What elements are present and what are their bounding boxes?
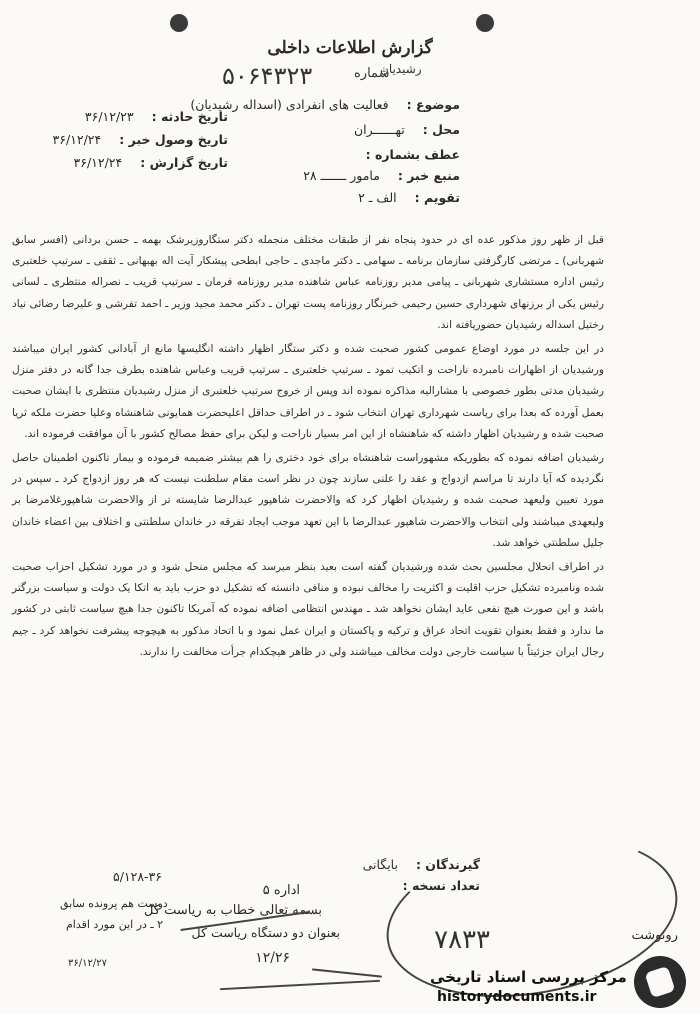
copies-label: تعداد نسخه : bbox=[402, 878, 480, 893]
handwritten-note-address: بسمه تعالی خطاب به ریاست کل bbox=[143, 903, 322, 918]
watermark-site: historydocuments.ir bbox=[437, 989, 597, 1005]
body-paragraph: رشیدیان اضافه نموده که بطوریکه مشهوراست شاهنشاه برای خود دختری را هم بیشتر ضمیمه فرموده و بیمار تاکنون اطمینان حاصل نگردیده که آیا دارند تا مراسم ازدواج و عقد را علنی سازند چون در نظر است مقام سلطنت نیست که هر روز ازدواج کرد ـ سپس در مورد تعیین ولیعهد صحبت شده و رشیدیان اظهار کرد که والاحضرت شاهپور عبدالرضا شایسته تر از والاحضرت شاهپورغلامرضا بر ولیعهدی میباشند ولی انتخاب والاحضرت شاهپور عبدالرضا با این تعهد موجب ایجاد تفرقه در خاندان سلطنتی و اختلاف بین اعضاء خاندان جلیل سلطنتی خواهد شد. bbox=[12, 452, 604, 549]
file-number-handwritten: ۵۰۶۴۳۲۳ bbox=[222, 62, 313, 90]
location-label: محل : bbox=[422, 122, 460, 137]
name-label: رشیدیان bbox=[380, 62, 422, 76]
stamp-number: ۷۸۳۳ bbox=[434, 925, 490, 955]
punch-hole-icon bbox=[170, 14, 188, 32]
watermark-name: مرکز بررسی اسناد تاریخی bbox=[430, 968, 627, 986]
body-paragraph: در اطراف انحلال مجلسین بحث شده ورشیدیان گفته است بعید بنظر میرسد که مجلس منحل شود و در مورد تشکیل احزاب صحبت شده ونامبرده تشکیل حزب اقلیت و اکثریت را مخالف نبوده و منافی دانسته که تشکیل دو حزب باید به اتکا یک دولت و سیاست بزرگتر باشد و این صورت هیچ نفعی عاید ایشان نخواهد شد ـ مهندس انتظامی اضافه نموده که آمریکا تاکنون جدا هیچ سیاست ثابتی در کشور ما ندارد و فقط بعنوان تقویت اتحاد عراق و ترکیه و پاکستان و ایران عمل نمود و با اتحاد مذکور به هیچوجه پیشرفت نخواهد کرد ـ جیم رجال ایران جزئیتاً با سیاست خارجی دولت مخالف میباشند ولی در ظاهر هیچکدام جرأت مخالفت را ندارند. bbox=[12, 561, 604, 658]
report-date-value: ۳۶/۱۲/۲۴ bbox=[73, 155, 123, 170]
document-title: گزارش اطلاعات داخلی bbox=[267, 38, 433, 58]
reference-code: ۵/۱۲۸-۳۶ bbox=[112, 869, 162, 884]
handwritten-note-referral: بعنوان دو دستگاه ریاست کل bbox=[191, 925, 340, 940]
report-number-label: شماره bbox=[354, 66, 390, 81]
event-date-row bbox=[85, 109, 228, 124]
handwritten-margin-note-1: دوست هم پرونده سابق bbox=[60, 897, 168, 910]
punch-hole-icon bbox=[476, 14, 494, 32]
stamp-note: رونوشت bbox=[631, 928, 678, 943]
received-date-row bbox=[53, 132, 228, 147]
rating-row bbox=[358, 190, 460, 205]
source-value: مامور ـــــــ ۲۸ bbox=[303, 168, 380, 183]
report-date-row bbox=[74, 155, 228, 170]
signature-stroke bbox=[220, 980, 380, 990]
reference-row bbox=[366, 147, 460, 162]
source-row bbox=[303, 168, 460, 183]
body-paragraph: در این جلسه در مورد اوضاع عمومی کشور صحبت شده و دکتر ستگار اظهار داشته انگلیسها مانع از آبادانی کشور ایران میباشند ورشیدیان از اظهارات نامبرده ناراحت و اتکیب تمود ـ سرتیپ خلعتبری ـ سرتیپ قریب وعباس شاهنده بطرف جدا گانه در دفتر منزل رشیدیان مدتی بطور خصوصی با مشارالیه مذاکره نموده اند وپس از خروج سرتیپ خلعتبری از منزل رشیدیان منتظری با ایشان صحبت بعمل آورده که بعدا برای ریاست شهرداری تهران انتخاب شود ـ در اطراف حداقل اعلیحضرت همایونی شاهنشاه وعلیا حضرت ملکه ثریا صحبت شده و رشیدیان اظهار داشته که شاهنشاه از این امر بسیار ناراحت و لیکن برای حفظ مصالح کشور با آن موافقت فرموده اند. bbox=[12, 343, 604, 440]
recipient-label: گیرندگان : bbox=[415, 857, 480, 872]
handwritten-margin-date: ۳۶/۱۲/۲۷ bbox=[68, 958, 107, 969]
received-date-value: ۳۶/۱۲/۲۴ bbox=[52, 132, 102, 147]
body-paragraph: قبل از ظهر روز مذکور عده ای در حدود پنجاه نفر از طبقات مختلف منجمله دکتر ستگاروزیرشک بهمه ـ حسن بردانی (افسر سابق شهربانی) ـ مرتضی کارگرفتی سازمان برنامه ـ سهامی ـ دکتر ماجدی ـ حاجی ابطحی پیشکار آیت اله بهبهانی ـ ثقفی ـ سرتیپ خلعتبری رئیس اداره مستشاری شهربانی ـ پیامی مدیر روزنامه عباس شاهنده مدیر روزنامه فرمان ـ سرتیپ قریب ـ نصراله منتظری ـ لسانی رئیس یکی از برزنهای شهرداری حسین رحیمی خبرنگار روزنامه پست تهران ـ دکتر محمد مجید وزیر ـ احمد تفرشی و علیرضا رضائی نیاد رختیل اسداله رشیدیان حضوریافته اند. bbox=[12, 234, 604, 331]
subject-row bbox=[190, 97, 460, 112]
reference-label: عطف بشماره : bbox=[365, 147, 460, 162]
rating-label: تقویم : bbox=[414, 190, 460, 205]
document-center-logo-icon bbox=[634, 956, 686, 1008]
location-row bbox=[354, 122, 460, 137]
subject-label: موضوع : bbox=[406, 97, 460, 112]
event-date-value: ۳۶/۱۲/۲۳ bbox=[84, 109, 134, 124]
location-value: تهــــــران bbox=[353, 122, 405, 137]
event-date-label: تاریخ حادثه : bbox=[151, 109, 228, 124]
received-date-label: تاریخ وصول خبر : bbox=[119, 132, 228, 147]
source-label: منبع خبر : bbox=[397, 168, 460, 183]
handwritten-note-department: اداره ۵ bbox=[262, 883, 300, 898]
report-date-label: تاریخ گزارش : bbox=[140, 155, 228, 170]
rating-value: الف ـ ۲ bbox=[358, 190, 397, 205]
handwritten-date: ۱۲/۲۶ bbox=[255, 950, 290, 966]
recipient-value: بایگانی bbox=[362, 857, 398, 872]
subject-value: فعالیت های انفرادی (اسداله رشیدیان) bbox=[190, 97, 389, 112]
signature-stroke bbox=[312, 968, 382, 977]
report-body bbox=[12, 230, 604, 666]
handwritten-margin-note-2: ۲ ـ در این مورد اقدام bbox=[66, 918, 164, 931]
